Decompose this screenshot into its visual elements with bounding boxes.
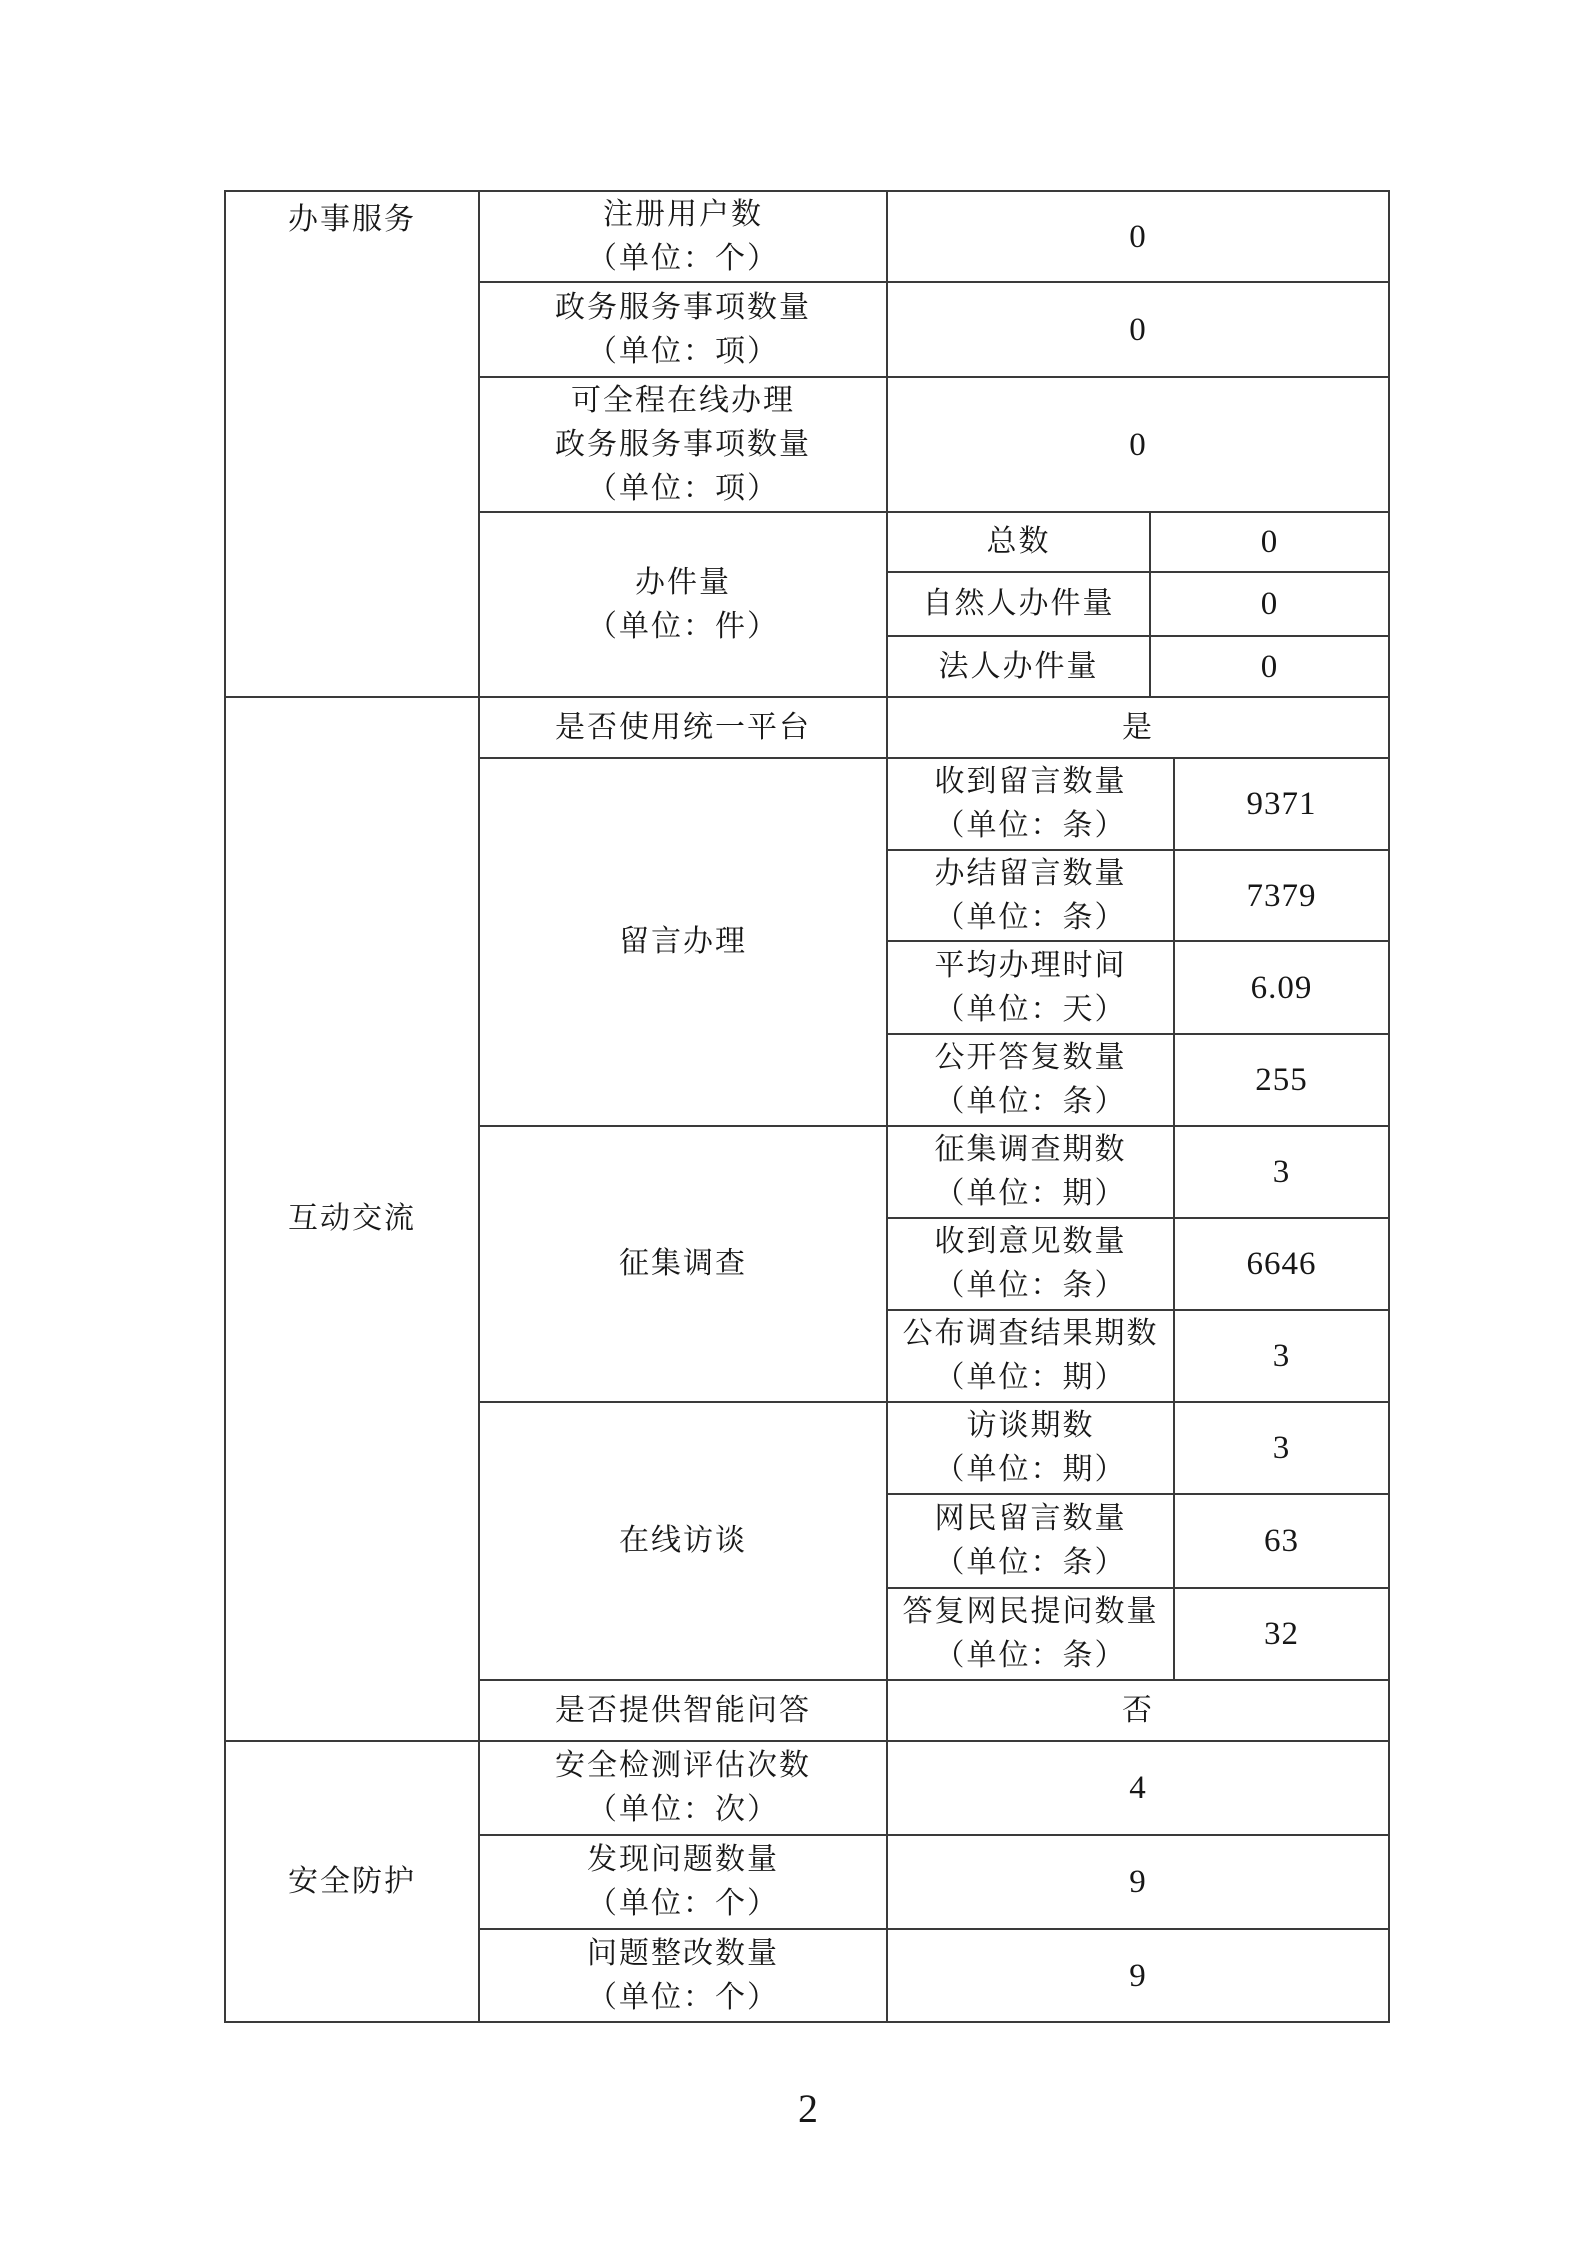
- metric-unit: （单位：条）: [934, 1085, 1127, 1118]
- section-label: 安全防护: [288, 1864, 416, 1898]
- metric-problems-found: [480, 1836, 888, 1930]
- metric-label: 公开答复数量: [934, 1041, 1127, 1074]
- metric-security-assessments: [480, 1742, 888, 1836]
- metric-unit: （单位：个）: [587, 1980, 779, 2014]
- metric-unit: （单位：期）: [934, 1361, 1127, 1394]
- metric-value: 4: [888, 1742, 1390, 1836]
- metric-label: 留言办理: [619, 925, 747, 958]
- metric-value: 9: [888, 1836, 1390, 1930]
- metric-label: 办件量: [635, 565, 731, 599]
- metric-label: 网民留言数量: [934, 1502, 1127, 1535]
- metric-group-message-handling: [480, 759, 888, 1127]
- sub-label-natural-person: 自然人办件量: [888, 573, 1151, 637]
- metric-value: 3: [1175, 1311, 1390, 1403]
- metric-label: 发现问题数量: [587, 1843, 779, 1876]
- section-label: 办事服务: [288, 203, 416, 236]
- section-label: 互动交流: [288, 1202, 416, 1235]
- metric-value: 否: [888, 1681, 1390, 1742]
- metric-unit: （单位：次）: [587, 1793, 779, 1826]
- metric-unit: （单位：期）: [934, 1177, 1127, 1210]
- metric-label: 答复网民提问数量: [902, 1595, 1159, 1628]
- metric-unit: （单位：天）: [934, 992, 1127, 1026]
- sub-label-opinions-received: [888, 1219, 1175, 1311]
- metric-unit: （单位：项）: [587, 471, 779, 505]
- metric-unified-platform: 是否使用统一平台: [480, 698, 888, 759]
- metric-label: 公布调查结果期数: [902, 1317, 1159, 1350]
- metric-unit: （单位：项）: [587, 334, 779, 368]
- sub-label-survey-periods: [888, 1127, 1175, 1219]
- page-number: 2: [798, 2086, 818, 2131]
- metric-label: 收到意见数量: [934, 1225, 1127, 1258]
- sub-label-interview-periods: [888, 1403, 1175, 1495]
- metric-value: 0: [1151, 637, 1390, 698]
- metric-unit: （单位：条）: [934, 1269, 1127, 1302]
- sub-label-public-replies: [888, 1035, 1175, 1127]
- metric-value: 32: [1175, 1589, 1390, 1681]
- metric-group-survey: [480, 1127, 888, 1403]
- metric-registered-users: [480, 192, 888, 283]
- sub-label-netizen-messages: [888, 1495, 1175, 1589]
- metric-group-interview: [480, 1403, 888, 1681]
- metric-value: 是: [888, 698, 1390, 759]
- metric-label: 问题整改数量: [587, 1936, 779, 1970]
- metric-group-caseload: [480, 513, 888, 698]
- metric-label: 政务服务事项数量: [555, 427, 811, 461]
- metric-value: 0: [888, 378, 1390, 513]
- metric-smart-qa: 是否提供智能问答: [480, 1681, 888, 1742]
- metric-value: 7379: [1175, 851, 1390, 942]
- metric-value: 9371: [1175, 759, 1390, 851]
- metric-label: 征集调查: [619, 1247, 747, 1280]
- metric-label: 收到留言数量: [934, 765, 1127, 798]
- metric-value: 3: [1175, 1127, 1390, 1219]
- sub-label-average-handling-time: [888, 942, 1175, 1035]
- metric-label: 政务服务事项数量: [555, 290, 811, 324]
- section-label-interaction: [226, 698, 480, 1742]
- sub-label-messages-completed: [888, 851, 1175, 942]
- metric-unit: （单位：个）: [587, 1887, 779, 1920]
- metric-value: 6.09: [1175, 942, 1390, 1035]
- metric-unit: （单位：条）: [934, 1546, 1127, 1579]
- metric-problems-rectified: [480, 1930, 888, 2023]
- metric-value: 9: [888, 1930, 1390, 2023]
- metric-value: 255: [1175, 1035, 1390, 1127]
- sub-label-messages-received: [888, 759, 1175, 851]
- metric-unit: （单位：个）: [587, 241, 779, 275]
- metric-label: 访谈期数: [966, 1409, 1095, 1442]
- metric-unit: （单位：件）: [587, 609, 779, 643]
- metric-value: 0: [888, 283, 1390, 378]
- metric-value: 0: [888, 192, 1390, 283]
- sub-label-total: 总数: [888, 513, 1151, 573]
- statistics-table: [224, 190, 1390, 2023]
- metric-value: 63: [1175, 1495, 1390, 1589]
- metric-label: 征集调查期数: [934, 1133, 1127, 1166]
- metric-label: 安全检测评估次数: [555, 1749, 811, 1782]
- metric-label: 在线访谈: [619, 1524, 747, 1557]
- metric-online-service-items: [480, 378, 888, 513]
- sub-label-results-published: [888, 1311, 1175, 1403]
- sub-label-legal-person: 法人办件量: [888, 637, 1151, 698]
- metric-unit: （单位：条）: [934, 1639, 1127, 1672]
- section-label-service: [226, 192, 480, 698]
- metric-value: 6646: [1175, 1219, 1390, 1311]
- section-label-security: [226, 1742, 480, 2023]
- metric-unit: （单位：期）: [934, 1453, 1127, 1486]
- metric-value: 3: [1175, 1403, 1390, 1495]
- metric-unit: （单位：条）: [934, 900, 1127, 934]
- metric-label: 办结留言数量: [934, 856, 1127, 890]
- metric-label: 平均办理时间: [934, 948, 1127, 982]
- metric-unit: （单位：条）: [934, 809, 1127, 842]
- metric-value: 0: [1151, 513, 1390, 573]
- metric-value: 0: [1151, 573, 1390, 637]
- metric-service-items: [480, 283, 888, 378]
- sub-label-questions-answered: [888, 1589, 1175, 1681]
- metric-label: 可全程在线办理: [571, 383, 795, 417]
- metric-label: 注册用户数: [603, 197, 763, 231]
